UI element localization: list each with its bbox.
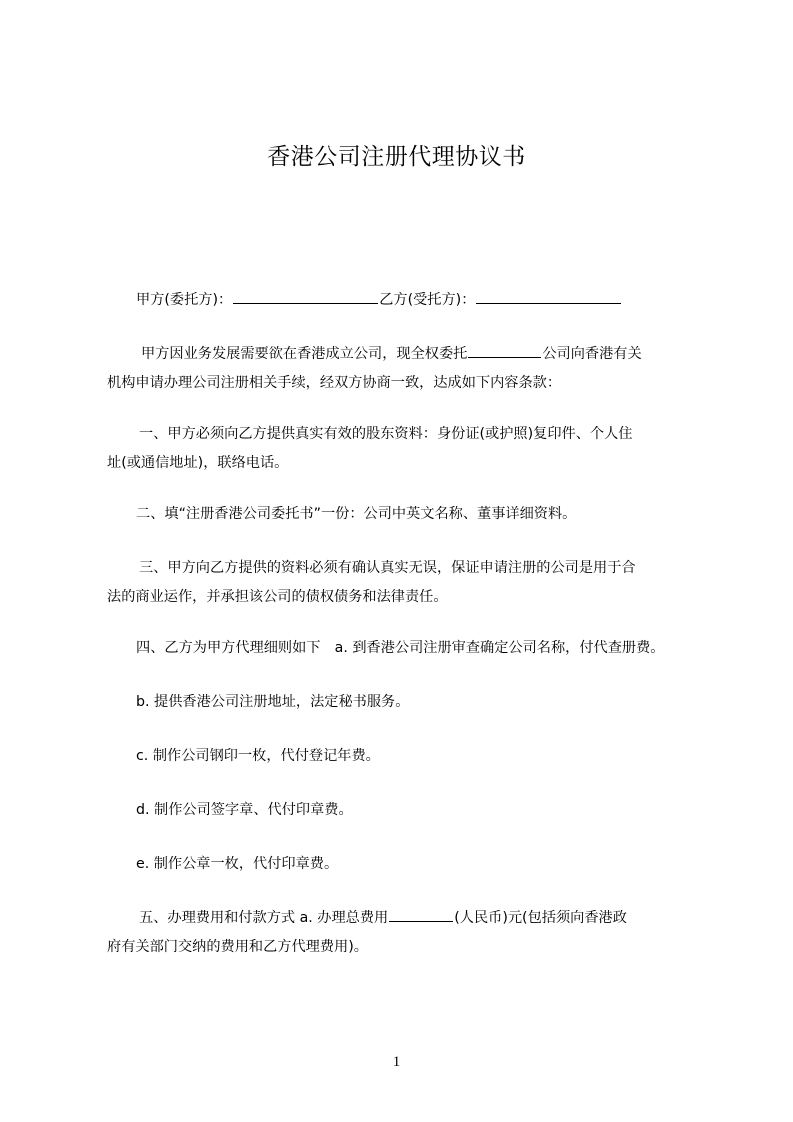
clause-2-line1: 二、填“注册香港公司委托书”一份：公司中英文名称、董事详细资料。 xyxy=(136,506,577,522)
clause-5 xyxy=(107,904,707,962)
clause-4-item-b: b. 提供香港公司注册地址，法定秘书服务。 xyxy=(136,694,410,710)
clause-3-line1: 三、甲方向乙方提供的资料必须有确认真实无误，保证申请注册的公司是用于合 xyxy=(139,560,636,576)
document-title: 香港公司注册代理协议书 xyxy=(267,144,526,170)
clause-2 xyxy=(107,500,707,529)
party-b-label: 乙方(受托方)： xyxy=(379,292,476,308)
clause-5-line1-end: (人民币)元(包括须向香港政 xyxy=(454,910,627,926)
clause-4-item-d: d. 制作公司签字章、代付印章费。 xyxy=(136,802,353,818)
clause-5-line2: 府有关部门交纳的费用和乙方代理费用)。 xyxy=(107,939,368,955)
clause-1-line1: 一、甲方必须向乙方提供真实有效的股东资料：身份证(或护照)复印件、个人住 xyxy=(139,426,633,442)
page-number: 1 xyxy=(392,1054,401,1070)
clause-3-line2: 法的商业运作，并承担该公司的债权债务和法律责任。 xyxy=(107,589,448,605)
intro-line1-start: 甲方因业务发展需要欲在香港成立公司，现全权委托 xyxy=(141,346,468,362)
commissioned-company-blank[interactable] xyxy=(468,344,541,358)
clause-5-line1-start: 五、办理费用和付款方式 a. 办理总费用 xyxy=(139,910,389,926)
party-b-blank[interactable] xyxy=(476,290,621,304)
parties-line xyxy=(136,286,736,315)
clause-1 xyxy=(107,420,707,478)
clause-3 xyxy=(107,554,707,612)
intro-line2: 机构申请办理公司注册相关手续，经双方协商一致，达成如下内容条款： xyxy=(107,375,562,391)
clause-4 xyxy=(107,634,707,663)
clause-4-item-c: c. 制作公司钢印一枚，代付登记年费。 xyxy=(136,748,380,764)
party-a-label: 甲方(委托方)： xyxy=(136,292,233,308)
party-a-blank[interactable] xyxy=(233,290,378,304)
clause-1-line2: 址(或通信地址)，联络电话。 xyxy=(107,455,289,471)
total-fee-blank[interactable] xyxy=(389,908,453,922)
clause-4-line1: 四、乙方为甲方代理细则如下 a. 到香港公司注册审查确定公司名称，付代查册费。 xyxy=(136,640,665,656)
intro-line1-end: 公司向香港有关 xyxy=(542,346,642,362)
intro-paragraph xyxy=(107,340,707,398)
clause-4-item-e: e. 制作公章一枚，代付印章费。 xyxy=(136,856,339,872)
